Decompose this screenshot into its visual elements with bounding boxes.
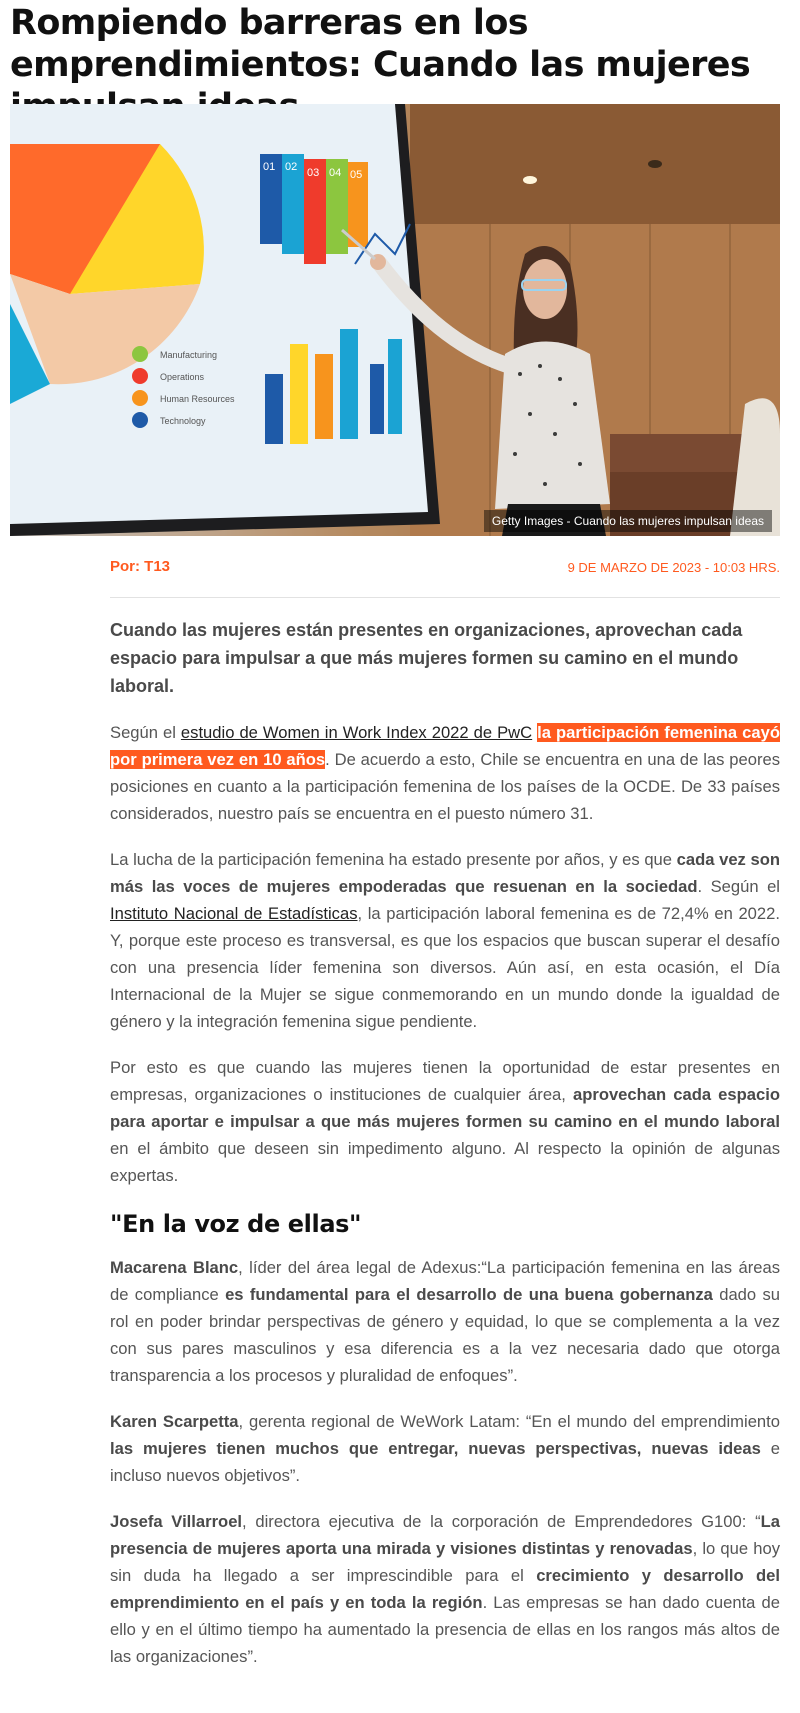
quote-3 [110,1508,780,1670]
text: , lo que hoy sin duda ha llegado a ser imprescindible para el [110,1539,780,1585]
wood-ceiling [410,104,780,224]
paragraph-3 [110,1054,780,1189]
bold-text: crecimiento y desarrollo del emprendimiento en el país y en toda la región [110,1566,780,1612]
speaker-name: Karen Scarpetta [110,1412,239,1431]
legend-dot [132,412,148,428]
article-lead: Cuando las mujeres están presentes en organizaciones, aprovechan cada espacio para impulsar a que más mujeres formen su camino en el mundo laboral. [110,620,743,696]
legend-dot [132,368,148,384]
ribbon-label: 04 [329,167,342,179]
text: , la participación laboral femenina es de 72,4% en 2022. Y, porque este proceso es transversal, es que los espacios que buscan superar el desafío con una presencia líder femenina son diversos. Aún así, en esta ocasión, el Día Internacional de la Mujer se sigue conmemorando en un mundo donde la igualdad de género y la integración femenina sigue pendiente. [110,904,780,1031]
speaker-name: Macarena Blanc [110,1258,239,1277]
hero-illustration [10,104,780,536]
paragraph-2 [110,846,780,1035]
paragraph-1 [110,719,780,827]
text: . Según el [697,877,780,896]
highlighted-text: la participación femenina cayó por primera vez en 10 años [110,723,780,769]
quote-1 [110,1254,780,1389]
text: , gerenta regional de WeWork Latam: “En el mundo del emprendimiento [238,1412,780,1431]
legend-label: Technology [160,416,206,426]
ceiling-light-icon [523,176,537,184]
bold-text: cada vez son más las voces de mujeres empoderadas que resuenan en la sociedad [110,850,780,896]
section-heading: "En la voz de ellas" [110,1210,362,1238]
bold-text: aprovechan cada espacio para aportar e impulsar a que más mujeres formen su camino en el mundo laboral [110,1085,780,1131]
text: , líder del área legal de Adexus:“La participación femenina en las áreas de compliance [110,1258,780,1304]
ribbon-label: 05 [350,169,363,181]
text: Según el [110,723,181,742]
legend-label: Manufacturing [160,350,218,360]
article-headline: Rompiendo barreras en los emprendimientos: Cuando las mujeres [10,3,751,85]
text: . Las empresas se han dado cuenta de ello y en el último tiempo ha aumentado la presencia de ellas en los rangos más altos de las organizaciones”. [110,1593,780,1666]
legend-label: Operations [160,372,205,382]
text: , directora ejecutiva de la corporación de Emprendedores G100: “ [242,1512,761,1531]
ribbon-label: 02 [285,161,298,173]
image-caption: Getty Images - Cuando las mujeres impulsan ideas [484,510,772,532]
ceiling-light-icon [648,160,662,168]
bold-text: La presencia de mujeres aporta una mirada y visiones distintas y renovadas [110,1512,780,1558]
legend-dot [132,390,148,406]
speaker-name: Josefa Villarroel [110,1512,243,1531]
text: Por esto es que cuando las mujeres tienen la oportunidad de estar presentes en empresas, organizaciones o instituciones de cualquier área, [110,1058,780,1104]
legend-label: Human Resources [160,394,235,404]
text: e incluso nuevos objetivos”. [110,1439,780,1485]
ribbon-label: 03 [307,167,320,179]
article-body [110,616,780,1689]
meta-divider [110,597,780,598]
bold-text: las mujeres tienen muchos que entregar, nuevas perspectivas, nuevas ideas [110,1439,761,1458]
author-byline[interactable]: Por: T13 [110,558,171,575]
ine-link[interactable]: Instituto Nacional de Estadísticas [110,904,358,923]
ribbon-label: 01 [263,161,276,173]
bold-text: es fundamental para el desarrollo de una buena gobernanza [225,1285,713,1304]
hero-image[interactable] [10,104,780,536]
text: dado su rol en poder brindar perspectivas de género y equidad, lo que se complementa a la vez con sus pares masculinos y esa diferencia es a la vez necesaria dado que otorga transparencia a los procesos y pluralidad de enfoques”. [110,1285,780,1385]
pwc-study-link[interactable]: estudio de Women in Work Index 2022 de PwC [180,723,533,742]
text: . De acuerdo a esto, Chile se encuentra en una de las peores posiciones en cuanto a la participación femenina de los países de la OCDE. De 33 países considerados, nuestro país se encuentra en el puesto número 31. [110,750,781,823]
quote-2 [110,1408,780,1489]
text: La lucha de la participación femenina ha estado presente por años, y es que [110,850,677,869]
legend-dot [132,346,148,362]
text: en el ámbito que deseen sin impedimento alguno. Al respecto la opinión de algunas expertas. [110,1139,780,1185]
publish-date: 9 DE MARZO DE 2023 - 10:03 HRS. [567,560,780,575]
